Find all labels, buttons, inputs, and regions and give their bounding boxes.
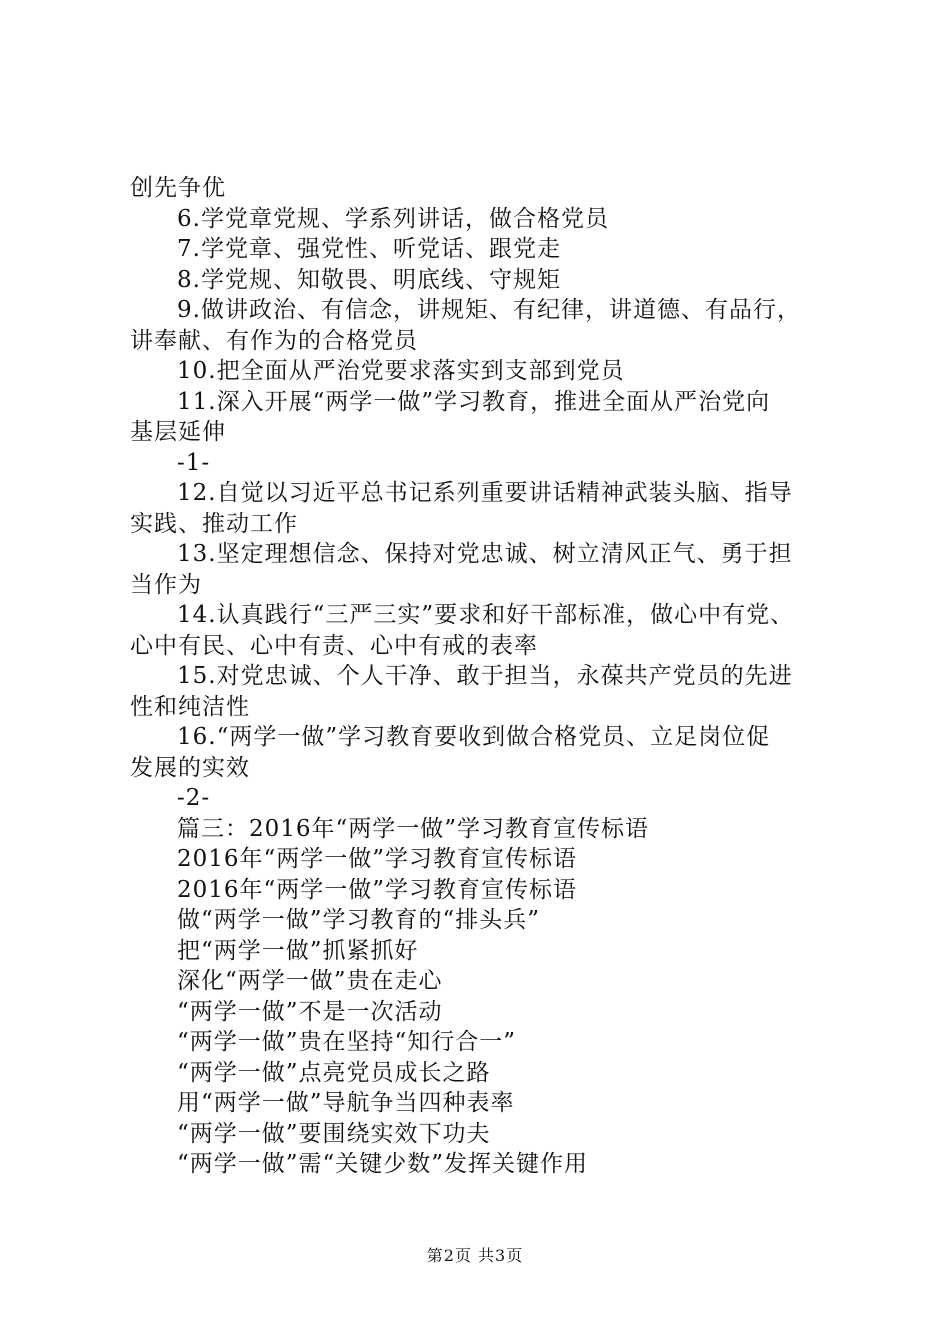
slogan-line: “两学一做”贵在坚持“知行合一”	[177, 1029, 517, 1055]
slogan-line: 做“两学一做”学习教育的“排头兵”	[177, 907, 541, 933]
slogan-line: 把“两学一做”抓紧抓好	[177, 937, 419, 964]
text-line: 8.学党规、知敬畏、明底线、守规矩	[177, 266, 561, 293]
slogan-line: 深化“两学一做”贵在走心	[177, 968, 443, 994]
text-line: 13.坚定理想信念、保持对党忠诚、树立清风正气、勇于担	[177, 541, 793, 567]
slogan-line: “两学一做”要围绕实效下功夫	[177, 1120, 491, 1147]
text-line: 7.学党章、强党性、听党话、跟党走	[177, 236, 561, 262]
text-line: 心中有民、心中有责、心中有戒的表率	[130, 632, 538, 659]
text-line: 实践、推动工作	[130, 510, 298, 537]
text-line: 11.深入开展“两学一做”学习教育，推进全面从严治党向	[177, 388, 771, 415]
text-line: 性和纯洁性	[130, 693, 250, 720]
slogan-line: “两学一做”不是一次活动	[177, 998, 443, 1025]
text-line: 6.学党章党规、学系列讲话，做合格党员	[177, 205, 609, 232]
text-line: 发展的实效	[130, 754, 250, 781]
page-marker: -1-	[177, 449, 211, 476]
section-heading: 篇三：2016年“两学一做”学习教育宣传标语	[177, 815, 650, 842]
text-line: 10.把全面从严治党要求落实到支部到党员	[177, 358, 625, 384]
text-line: 15.对党忠诚、个人干净、敢于担当，永葆共产党员的先进	[177, 663, 793, 689]
slogan-line: 用“两学一做”导航争当四种表率	[177, 1090, 515, 1116]
slogan-line: “两学一做”需“关键少数”发挥关键作用	[177, 1151, 589, 1177]
text-line: 创先争优	[130, 175, 226, 201]
text-line: 2016年“两学一做”学习教育宣传标语	[177, 846, 578, 872]
document-body	[130, 173, 850, 1180]
text-line: 基层延伸	[130, 419, 226, 445]
text-line: 讲奉献、有作为的合格党员	[130, 327, 418, 354]
page-footer: 第2页 共3页	[426, 1246, 524, 1265]
text-line: 16.“两学一做”学习教育要收到做合格党员、立足岗位促	[177, 724, 771, 750]
slogan-line: “两学一做”点亮党员成长之路	[177, 1059, 491, 1086]
text-line: 12.自觉以习近平总书记系列重要讲话精神武装头脑、指导	[177, 480, 793, 506]
text-line: 14.认真践行“三严三实”要求和好干部标准，做心中有党、	[177, 602, 795, 628]
text-line: 2016年“两学一做”学习教育宣传标语	[177, 876, 578, 903]
text-line: 9.做讲政治、有信念，讲规矩、有纪律，讲道德、有品行，	[177, 297, 801, 323]
text-line: 当作为	[130, 571, 202, 598]
page-marker: -2-	[177, 785, 211, 811]
